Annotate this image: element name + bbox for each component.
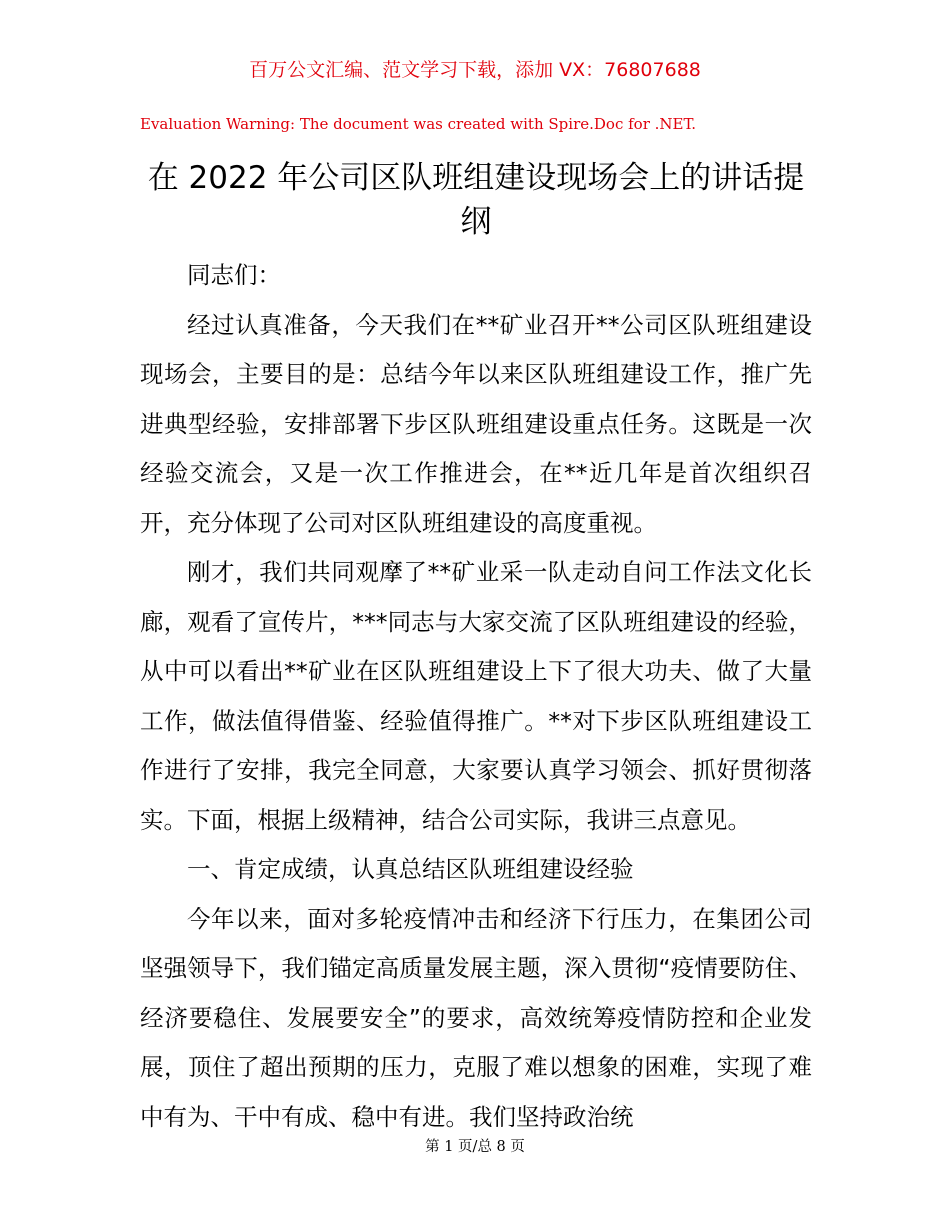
body-paragraph: 刚才，我们共同观摩了**矿业采一队走动自问工作法文化长廊，观看了宣传片，***同志与大家交流了区队班组建设的经验，从中可以看出**矿业在区队班组建设上下了很大功夫、做了大量工作，做法值得借鉴、经验值得推广。**对下步区队班组建设工作进行了安排，我完全同意，大家要认真学习领会、抓好贯彻落实。下面，根据上级精神，结合公司实际，我讲三点意见。 (140, 558, 812, 834)
document-title: 在 2022 年公司区队班组建设现场会上的讲话提纲 (147, 160, 805, 240)
evaluation-warning: Evaluation Warning: The document was created with Spire.Doc for .NET. (140, 115, 697, 133)
body-paragraph: 经过认真准备，今天我们在**矿业召开**公司区队班组建设现场会，主要目的是：总结今年以来区队班组建设工作，推广先进典型经验，安排部署下步区队班组建设重点任务。这既是一次经验交流会，又是一次工作推进会，在**近几年是首次组织召开，充分体现了公司对区队班组建设的高度重视。 (140, 310, 812, 537)
section-heading: 一、肯定成绩，认真总结区队班组建设经验 (187, 855, 634, 883)
body-paragraph: 今年以来，面对多轮疫情冲击和经济下行压力，在集团公司坚强领导下，我们锚定高质量发展主题，深入贯彻“疫情要防住、经济要稳住、发展要安全”的要求，高效统筹疫情防控和企业发展，顶住了超出预期的压力，克服了难以想象的困难，实现了难中有为、干中有成、稳中有进。我们坚持政治统 (140, 904, 812, 1131)
document-body (140, 251, 812, 1142)
salutation-paragraph: 同志们： (187, 261, 281, 289)
header-banner: 百万公文汇编、范文学习下载，添加 VX：76807688 (249, 59, 701, 81)
page-indicator: 第 1 页/总 8 页 (425, 1139, 525, 1155)
